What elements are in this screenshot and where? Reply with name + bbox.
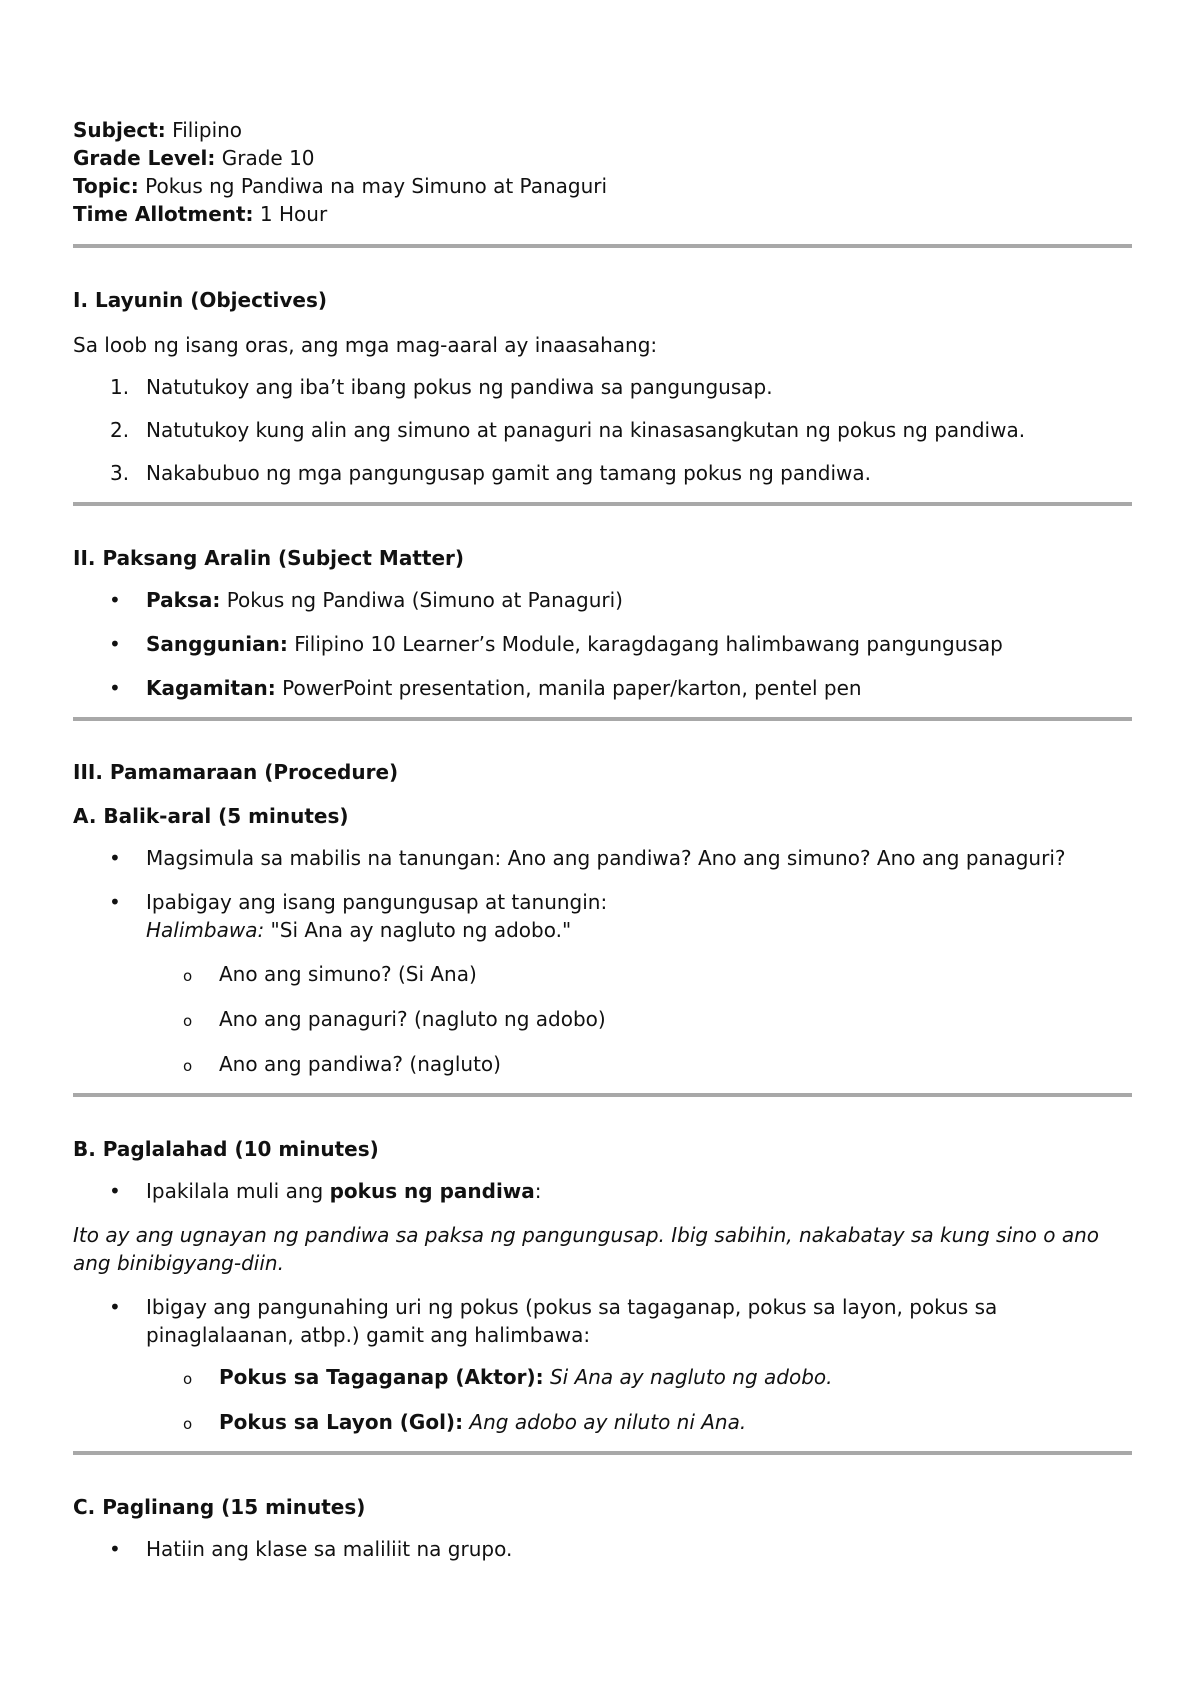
- balik-aral-sublist: [73, 960, 1132, 1078]
- list-item: • Paksa: Pokus ng Pandiwa (Simuno at Panaguri): [109, 588, 623, 612]
- divider: [73, 502, 1132, 506]
- divider: [73, 244, 1132, 248]
- paglalahad-heading: B. Paglalahad (10 minutes): [73, 1137, 379, 1161]
- list-item: • Hatiin ang klase sa maliliit na grupo.: [109, 1537, 513, 1561]
- list-item: 3. Nakabubuo ng mga pangungusap gamit ang tamang pokus ng pandiwa.: [110, 461, 871, 485]
- header-info: [73, 116, 1132, 228]
- paglalahad-sublist: [73, 1363, 1132, 1436]
- list-item: • Ipabigay ang isang pangungusap at tanungin: Halimbawa: "Si Ana ay nagluto ng adobo.": [109, 890, 608, 942]
- subject-line: Subject: Filipino: [73, 118, 243, 142]
- subject-matter-heading: II. Paksang Aralin (Subject Matter): [73, 546, 465, 570]
- paglalahad-list-2: [73, 1293, 1132, 1349]
- time-line: Time Allotment: 1 Hour: [73, 202, 328, 226]
- paglalahad-list: [73, 1177, 1132, 1205]
- list-item: o Ano ang simuno? (Si Ana): [183, 962, 477, 986]
- balik-aral-list: [73, 844, 1132, 944]
- objectives-intro: Sa loob ng isang oras, ang mga mag-aaral ay inaasahang:: [73, 333, 658, 357]
- divider: [73, 1451, 1132, 1455]
- list-item: o Pokus sa Tagaganap (Aktor): Si Ana ay nagluto ng adobo.: [183, 1365, 833, 1389]
- paglinang-heading: C. Paglinang (15 minutes): [73, 1495, 366, 1519]
- balik-aral-heading: A. Balik-aral (5 minutes): [73, 804, 349, 828]
- procedure-heading: III. Pamamaraan (Procedure): [73, 760, 399, 784]
- list-item: • Kagamitan: PowerPoint presentation, manila paper/karton, pentel pen: [109, 676, 862, 700]
- objectives-heading: I. Layunin (Objectives): [73, 288, 327, 312]
- paglinang-list: [73, 1535, 1132, 1563]
- list-item: o Ano ang panaguri? (nagluto ng adobo): [183, 1007, 606, 1031]
- list-item: 2. Natutukoy kung alin ang simuno at panaguri na kinasasangkutan ng pokus ng pandiwa.: [110, 418, 1026, 442]
- subject-matter-list: [73, 586, 1132, 702]
- topic-line: Topic: Pokus ng Pandiwa na may Simuno at Panaguri: [73, 174, 608, 198]
- grade-line: Grade Level: Grade 10: [73, 146, 315, 170]
- list-item: • Ibigay ang pangunahing uri ng pokus (pokus sa tagaganap, pokus sa layon, pokus sa pinaglalaanan, atbp.) gamit ang halimbawa:: [109, 1295, 998, 1347]
- divider: [73, 1093, 1132, 1097]
- pokus-definition: Ito ay ang ugnayan ng pandiwa sa paksa ng pangungusap. Ibig sabihin, nakabatay sa kung sino o ano ang binibigyang-diin.: [73, 1223, 1100, 1275]
- list-item: • Sanggunian: Filipino 10 Learner’s Module, karagdagang halimbawang pangungusap: [109, 632, 1003, 656]
- list-item: o Pokus sa Layon (Gol): Ang adobo ay niluto ni Ana.: [183, 1410, 747, 1434]
- objectives-list: [73, 373, 1132, 487]
- lesson-plan-page: [73, 116, 1132, 1563]
- divider: [73, 717, 1132, 721]
- list-item: o Ano ang pandiwa? (nagluto): [183, 1052, 501, 1076]
- list-item: 1. Natutukoy ang iba’t ibang pokus ng pandiwa sa pangungusap.: [110, 375, 773, 399]
- list-item: • Magsimula sa mabilis na tanungan: Ano ang pandiwa? Ano ang simuno? Ano ang panaguri?: [109, 846, 1066, 870]
- list-item: • Ipakilala muli ang pokus ng pandiwa:: [109, 1179, 542, 1203]
